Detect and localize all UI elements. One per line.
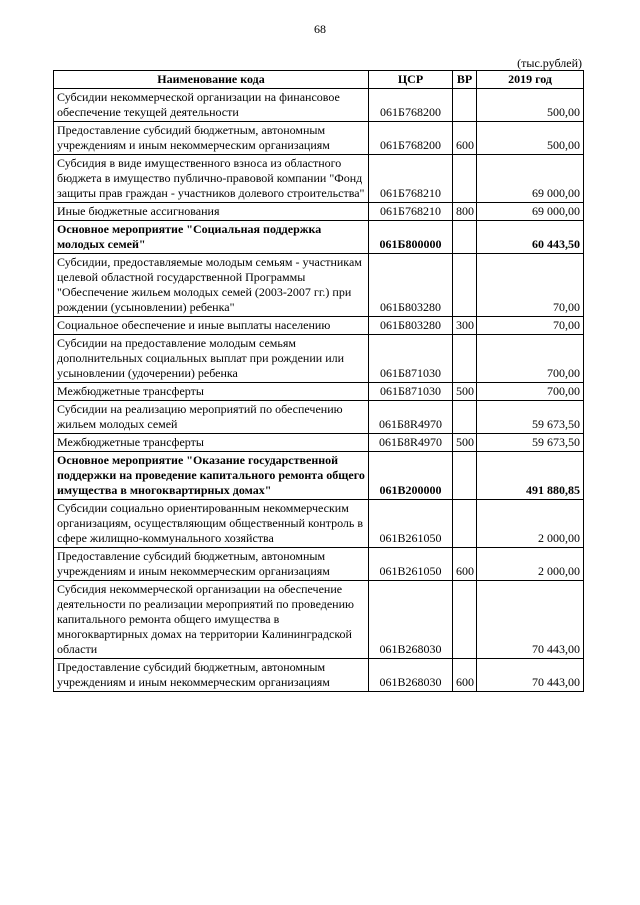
- row-name: Иные бюджетные ассигнования: [54, 203, 369, 221]
- row-csr: 061В268030: [369, 659, 453, 692]
- row-vr: [453, 335, 477, 383]
- row-name: Субсидия некоммерческой организации на обеспечение деятельности по реализации мероприятий по проведению капитального ремонта общего имущества в многоквартирных домах на территории Калининградской области: [54, 581, 369, 659]
- row-sum: 70,00: [477, 317, 584, 335]
- row-sum: 2 000,00: [477, 500, 584, 548]
- row-csr: 061Б871030: [369, 335, 453, 383]
- row-name: Межбюджетные трансферты: [54, 434, 369, 452]
- row-sum: 500,00: [477, 89, 584, 122]
- row-csr: 061В261050: [369, 500, 453, 548]
- row-vr: 600: [453, 659, 477, 692]
- row-csr: 061Б8R4970: [369, 434, 453, 452]
- row-name: Субсидии, предоставляемые молодым семьям - участникам целевой областной государственной Программы "Обеспечение жильем молодых семей (2003-2007 гг.) при рождении (усыновлении) ребенка": [54, 254, 369, 317]
- row-csr: 061Б768210: [369, 155, 453, 203]
- row-sum: 70 443,00: [477, 659, 584, 692]
- header-year: 2019 год: [477, 71, 584, 89]
- row-csr: 061Б803280: [369, 317, 453, 335]
- row-sum: 700,00: [477, 335, 584, 383]
- table-row: [54, 122, 584, 155]
- table-row: [54, 434, 584, 452]
- row-name: Предоставление субсидий бюджетным, автономным учреждениям и иным некоммерческим организациям: [54, 659, 369, 692]
- table-row: [54, 383, 584, 401]
- table-row: [54, 221, 584, 254]
- row-csr: 061В268030: [369, 581, 453, 659]
- row-csr: 061В261050: [369, 548, 453, 581]
- row-name: Субсидия в виде имущественного взноса из областного бюджета в имущество публично-правовой компании "Фонд защиты прав граждан - участников долевого строительства": [54, 155, 369, 203]
- row-csr: 061Б768200: [369, 122, 453, 155]
- row-sum: 69 000,00: [477, 203, 584, 221]
- row-csr: 061Б8R4970: [369, 401, 453, 434]
- row-csr: 061Б768210: [369, 203, 453, 221]
- row-sum: 59 673,50: [477, 434, 584, 452]
- row-sum: 2 000,00: [477, 548, 584, 581]
- page-number: 68: [314, 22, 326, 36]
- row-vr: [453, 500, 477, 548]
- row-vr: 800: [453, 203, 477, 221]
- row-sum: 60 443,50: [477, 221, 584, 254]
- row-name: Субсидии на предоставление молодым семьям дополнительных социальных выплат при рождении или усыновлении (удочерении) ребенка: [54, 335, 369, 383]
- table-row: [54, 500, 584, 548]
- row-vr: 600: [453, 548, 477, 581]
- row-vr: [453, 581, 477, 659]
- row-csr: 061В200000: [369, 452, 453, 500]
- row-vr: [453, 401, 477, 434]
- row-sum: 70 443,00: [477, 581, 584, 659]
- row-sum: 700,00: [477, 383, 584, 401]
- header-csr: ЦСР: [369, 71, 453, 89]
- table-row: [54, 659, 584, 692]
- table-row: [54, 581, 584, 659]
- row-vr: [453, 254, 477, 317]
- row-sum: 69 000,00: [477, 155, 584, 203]
- row-vr: 300: [453, 317, 477, 335]
- row-vr: 500: [453, 434, 477, 452]
- table-row: [54, 203, 584, 221]
- row-name: Субсидии социально ориентированным некоммерческим организациям, осуществляющим общественный контроль в сфере жилищно-коммунального хозяйства: [54, 500, 369, 548]
- row-vr: [453, 452, 477, 500]
- row-csr: 061Б871030: [369, 383, 453, 401]
- table-row: [54, 317, 584, 335]
- row-name: Социальное обеспечение и иные выплаты населению: [54, 317, 369, 335]
- row-sum: 500,00: [477, 122, 584, 155]
- row-vr: 600: [453, 122, 477, 155]
- row-csr: 061Б800000: [369, 221, 453, 254]
- header-vr: ВР: [453, 71, 477, 89]
- row-vr: [453, 221, 477, 254]
- row-sum: 70,00: [477, 254, 584, 317]
- row-name: Предоставление субсидий бюджетным, автономным учреждениям и иным некоммерческим организациям: [54, 548, 369, 581]
- table-header-row: [54, 71, 584, 89]
- row-name: Субсидии на реализацию мероприятий по обеспечению жильем молодых семей: [54, 401, 369, 434]
- table-row: [54, 155, 584, 203]
- table-row: [54, 89, 584, 122]
- row-sum: 491 880,85: [477, 452, 584, 500]
- units-label: (тыс.рублей): [517, 56, 582, 70]
- row-name: Основное мероприятие "Оказание государственной поддержки на проведение капитального ремонта общего имущества в многоквартирных домах": [54, 452, 369, 500]
- row-name: Межбюджетные трансферты: [54, 383, 369, 401]
- table-row: [54, 452, 584, 500]
- row-vr: [453, 155, 477, 203]
- row-vr: 500: [453, 383, 477, 401]
- table-row: [54, 548, 584, 581]
- table-row: [54, 335, 584, 383]
- row-vr: [453, 89, 477, 122]
- table-row: [54, 401, 584, 434]
- row-name: Субсидии некоммерческой организации на финансовое обеспечение текущей деятельности: [54, 89, 369, 122]
- row-sum: 59 673,50: [477, 401, 584, 434]
- row-name: Предоставление субсидий бюджетным, автономным учреждениям и иным некоммерческим организациям: [54, 122, 369, 155]
- header-name: Наименование кода: [54, 71, 369, 89]
- table-row: [54, 254, 584, 317]
- row-csr: 061Б768200: [369, 89, 453, 122]
- budget-table: [53, 70, 584, 692]
- row-csr: 061Б803280: [369, 254, 453, 317]
- row-name: Основное мероприятие "Социальная поддержка молодых семей": [54, 221, 369, 254]
